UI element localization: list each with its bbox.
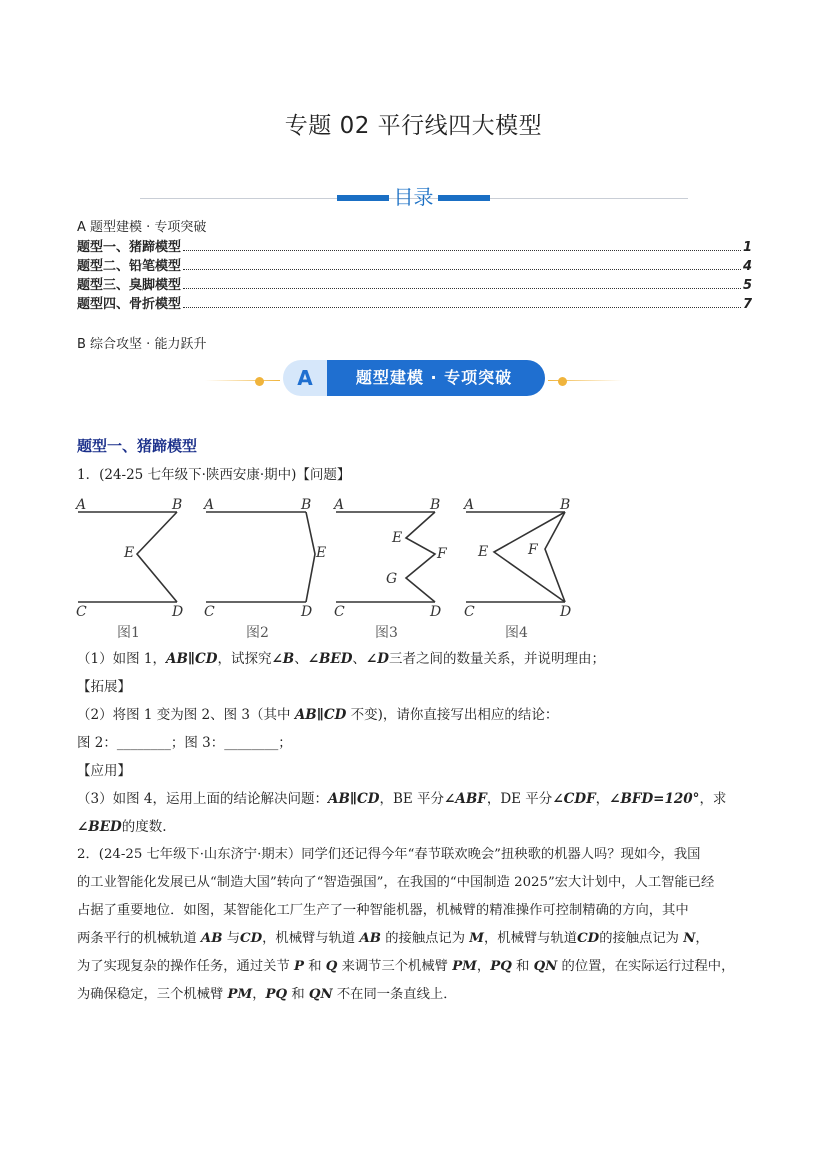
q1-figures (70, 492, 590, 642)
q2-line-4: 两条平行的机械轨道 AB 与CD，机械臂与轨道 AB 的接触点记为 M，机械臂与轨道CD的接触点记为 N， (77, 931, 709, 946)
label-C: C (76, 604, 87, 620)
label-D: D (172, 604, 184, 620)
label-E: E (392, 530, 403, 546)
label-D: D (560, 604, 572, 620)
label-G: G (386, 571, 398, 587)
figure-3 (336, 512, 435, 602)
toc-leader (183, 307, 741, 308)
toc-row-label: 题型二、铅笔模型 (77, 259, 182, 274)
q2-line-2: 的工业智能化发展已从“制造大国”转向了“智造强国”，在我国的“中国制造 2025”宏大计划中，人工智能已经 (77, 875, 715, 890)
banner-letter: A (283, 360, 327, 396)
fig-caption-3: 图3 (375, 625, 398, 641)
toc-section-b: B 综合攻坚 · 能力跃升 (77, 337, 207, 352)
q1-part2-answers: 图 2：________；图 3：________； (77, 735, 292, 751)
q1-part1: （1）如图 1，AB∥CD，试探究∠B、∠BED、∠D三者之间的数量关系，并说明理由； (77, 651, 605, 667)
fig-caption-4: 图4 (505, 625, 528, 641)
q1-part2: （2）将图 1 变为图 2、图 3（其中 AB∥CD 不变)，请你直接写出相应的结论： (77, 707, 559, 723)
toc-heading: 目录 (393, 185, 434, 209)
label-B: B (172, 497, 183, 513)
toc-row-1[interactable] (77, 236, 752, 255)
toc-row-4[interactable] (77, 293, 752, 312)
q2-line-6: 为确保稳定，三个机械臂 PM，PQ 和 QN 不在同一条直线上． (77, 987, 457, 1002)
toc-row-page: 4 (742, 259, 752, 274)
label-E: E (316, 545, 327, 561)
page-title: 专题 02 平行线四大模型 (284, 113, 543, 139)
label-A: A (76, 497, 87, 513)
q1-extension-label: 【拓展】 (77, 679, 131, 695)
q2-line-1: 2．(24-25 七年级下·山东济宁·期末）同学们还记得今年“春节联欢晚会”扭秧歌的机器人吗？现如今，我国 (77, 847, 701, 862)
q1-part3: （3）如图 4，运用上面的结论解决问题：AB∥CD，BE 平分∠ABF，DE 平分∠CDF，∠BFD=120°，求 ∠BED的度数. (77, 791, 727, 835)
toc-leader (183, 250, 741, 251)
toc-bar-left (337, 195, 389, 201)
label-A: A (464, 497, 475, 513)
label-E: E (478, 544, 489, 560)
label-C: C (464, 604, 475, 620)
toc-row-page: 7 (742, 297, 752, 312)
label-E: E (124, 545, 135, 561)
toc-row-2[interactable] (77, 255, 752, 274)
label-A: A (334, 497, 345, 513)
toc-leader (183, 288, 741, 289)
toc-row-page: 5 (742, 278, 752, 293)
toc-row-label: 题型一、猪蹄模型 (77, 240, 182, 255)
label-D: D (430, 604, 442, 620)
toc-section-a: A 题型建模 · 专项突破 (77, 220, 207, 235)
label-D: D (301, 604, 313, 620)
q2-line-3: 占据了重要地位．如图，某智能化工厂生产了一种智能机器，机械臂的精准操作可控制精确的方向，其中 (77, 903, 689, 918)
q1-application-label: 【应用】 (77, 763, 131, 779)
label-A: A (204, 497, 215, 513)
label-B: B (430, 497, 441, 513)
label-B: B (560, 497, 571, 513)
toc-bar-right (438, 195, 490, 201)
q2-line-5: 为了实现复杂的操作任务，通过关节 P 和 Q 来调节三个机械臂 PM，PQ 和 QN 的位置，在实际运行过程中， (77, 959, 735, 974)
banner-dot-right (558, 377, 567, 386)
toc-row-label: 题型四、骨折模型 (77, 297, 182, 312)
banner-dot-left (255, 377, 264, 386)
banner-line-left (205, 380, 280, 381)
q1-head: 1．(24-25 七年级下·陕西安康·期中)【问题】 (77, 467, 351, 483)
label-F: F (528, 542, 538, 558)
toc-row-label: 题型三、臭脚模型 (77, 278, 182, 293)
toc-row-3[interactable] (77, 274, 752, 293)
label-F: F (437, 546, 447, 562)
toc-row-page: 1 (742, 240, 752, 255)
label-C: C (334, 604, 345, 620)
fig-caption-2: 图2 (246, 625, 269, 641)
banner-text: 题型建模 · 专项突破 (355, 368, 513, 387)
label-C: C (204, 604, 215, 620)
fig-caption-1: 图1 (117, 625, 140, 641)
toc-leader (183, 269, 741, 270)
label-B: B (301, 497, 312, 513)
section-title: 题型一、猪蹄模型 (77, 437, 198, 455)
figure-2 (206, 512, 315, 602)
